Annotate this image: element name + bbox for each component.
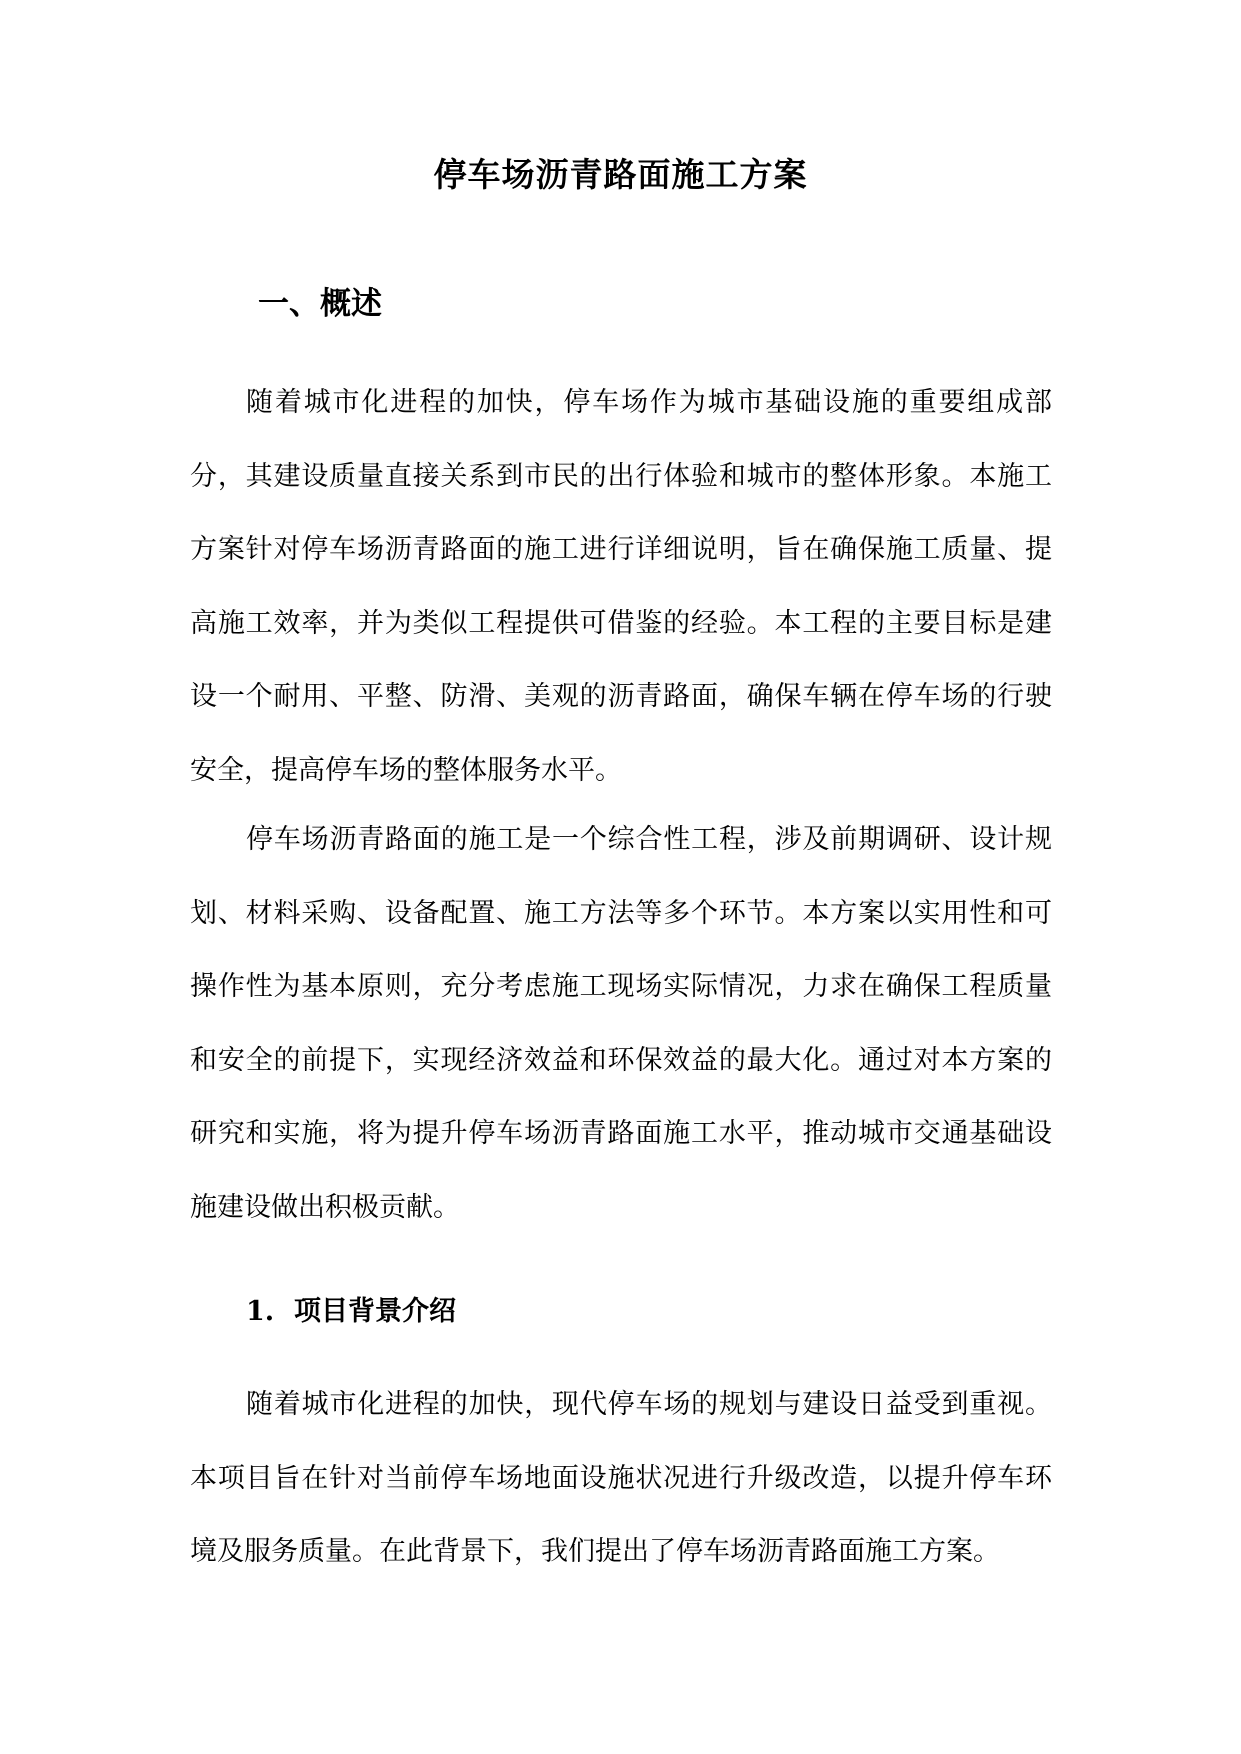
subsection-number: 1. [246,1296,275,1327]
subsection-title: 项目背景介绍 [294,1296,456,1327]
subsection-heading-background [246,1290,456,1334]
section-heading-overview: 一、概述 [258,286,382,322]
overview-paragraph-1: 随着城市化进程的加快，停车场作为城市基础设施的重要组成部分，其建设质量直接关系到市民的出行体验和城市的整体形象。本施工方案针对停车场沥青路面的施工进行详细说明，旨在确保施工质量、提高施工效率，并为类似工程提供可借鉴的经验。本工程的主要目标是建设一个耐用、平整、防滑、美观的沥青路面，确保车辆在停车场的行驶安全，提高停车场的整体服务水平。 [190,387,1052,786]
background-paragraph-1: 随着城市化进程的加快，现代停车场的规划与建设日益受到重视。本项目旨在针对当前停车场地面设施状况进行升级改造，以提升停车环境及服务质量。在此背景下，我们提出了停车场沥青路面施工方案。 [190,1389,1052,1567]
document-title: 停车场沥青路面施工方案 [433,155,808,194]
overview-paragraph-2: 停车场沥青路面的施工是一个综合性工程，涉及前期调研、设计规划、材料采购、设备配置、施工方法等多个环节。本方案以实用性和可操作性为基本原则，充分考虑施工现场实际情况，力求在确保工程质量和安全的前提下，实现经济效益和环保效益的最大化。通过对本方案的研究和实施，将为提升停车场沥青路面施工水平，推动城市交通基础设施建设做出积极贡献。 [190,824,1052,1223]
